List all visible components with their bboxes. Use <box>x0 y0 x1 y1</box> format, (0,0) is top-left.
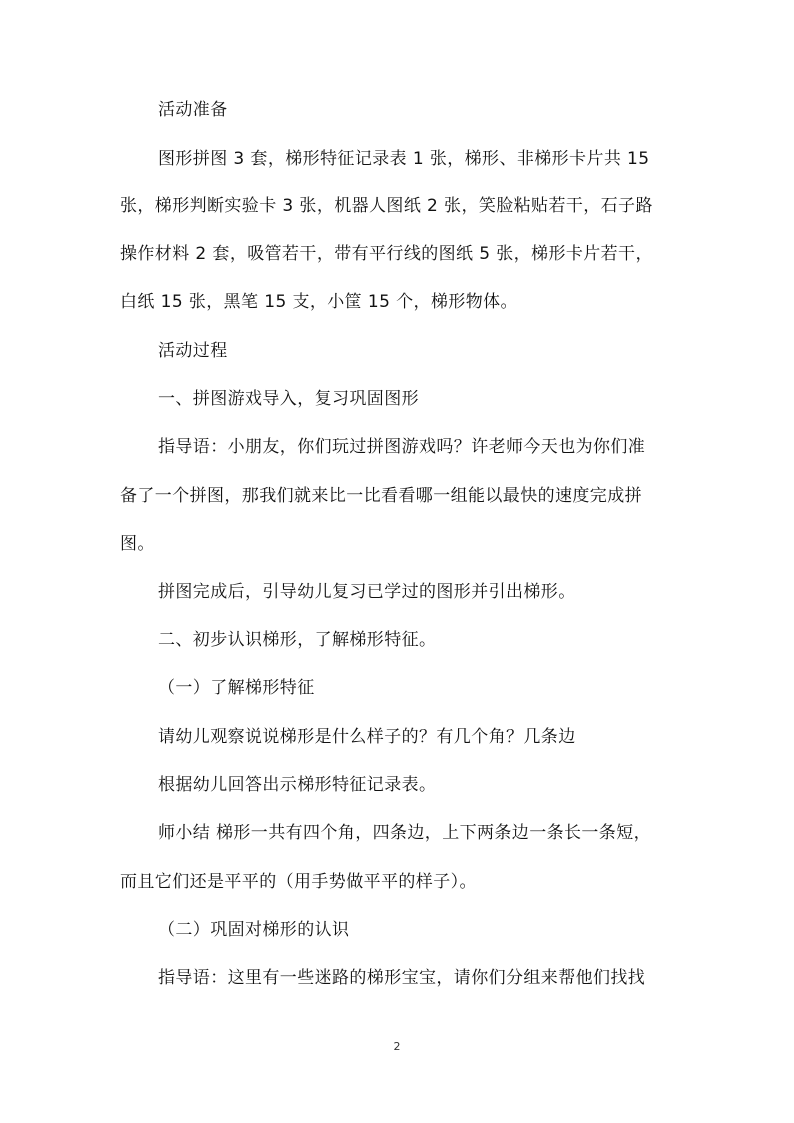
paragraph-line: 图形拼图 3 套，梯形特征记录表 1 张，梯形、非梯形卡片共 15 <box>158 149 650 169</box>
paragraph-line: 张，梯形判断实验卡 3 张，机器人图纸 2 张，笑脸粘贴若干，石子路 <box>120 196 653 216</box>
paragraph-line: 操作材料 2 套，吸管若干，带有平行线的图纸 5 张，梯形卡片若干， <box>120 244 653 264</box>
subsection-heading: （一）了解梯形特征 <box>158 678 315 698</box>
heading-activity-preparation: 活动准备 <box>158 100 228 120</box>
paragraph-line: 拼图完成后，引导幼儿复习已学过的图形并引出梯形。 <box>158 582 576 602</box>
section-heading: 一、拼图游戏导入，复习巩固图形 <box>158 389 419 409</box>
paragraph-line: 图。 <box>120 534 155 554</box>
paragraph-line: 根据幼儿回答出示梯形特征记录表。 <box>158 775 437 795</box>
paragraph-line: 指导语：小朋友，你们玩过拼图游戏吗？许老师今天也为你们准 <box>158 437 646 457</box>
paragraph-line: 白纸 15 张，黑笔 15 支，小筐 15 个，梯形物体。 <box>120 292 518 312</box>
section-heading: 二、初步认识梯形，了解梯形特征。 <box>158 630 437 650</box>
heading-activity-process: 活动过程 <box>158 341 228 361</box>
paragraph-line: 指导语：这里有一些迷路的梯形宝宝，请你们分组来帮他们找找 <box>158 968 646 988</box>
page-number: 2 <box>393 1040 401 1053</box>
subsection-heading: （二）巩固对梯形的认识 <box>158 920 350 940</box>
paragraph-line: 请幼儿观察说说梯形是什么样子的？有几个角？几条边 <box>158 727 576 747</box>
paragraph-line: 备了一个拼图，那我们就来比一比看看哪一组能以最快的速度完成拼 <box>120 486 642 506</box>
paragraph-line: 而且它们还是平平的（用手势做平平的样子）。 <box>120 872 477 892</box>
paragraph-line: 师小结 梯形一共有四个角，四条边，上下两条边一条长一条短， <box>158 823 652 843</box>
